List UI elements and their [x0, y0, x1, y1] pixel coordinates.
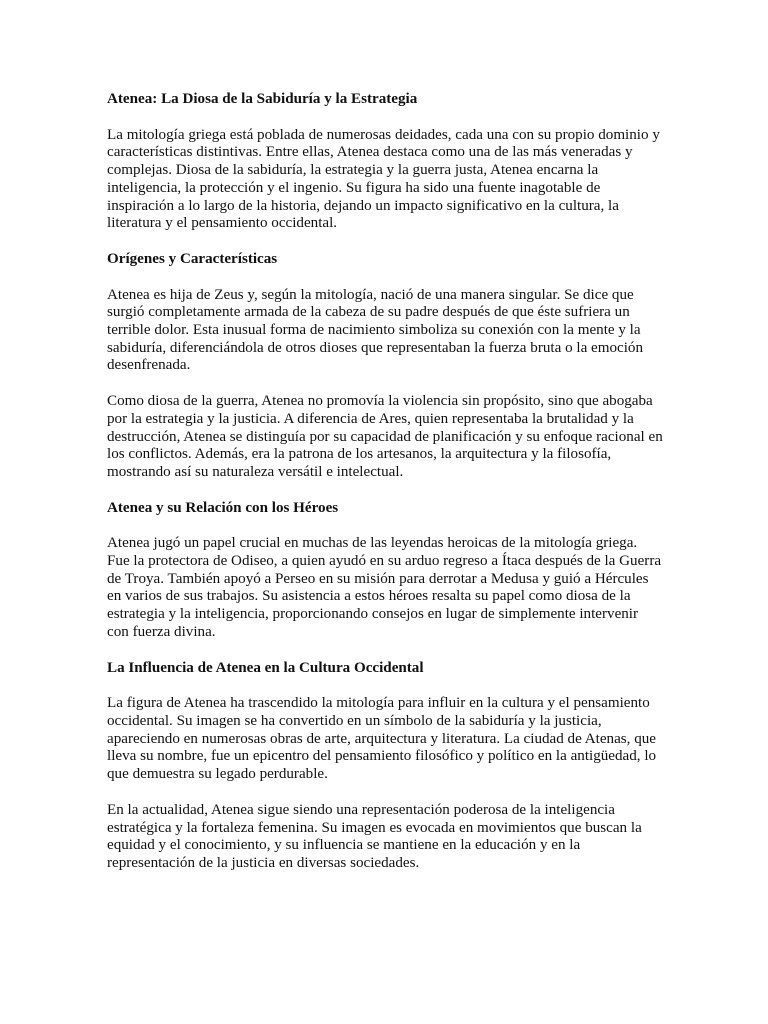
section-paragraph: Como diosa de la guerra, Atenea no promovía la violencia sin propósito, sino que abogaba por la estrategia y la justicia. A diferencia de Ares, quien representaba la brutalidad y la destrucción, Atenea se distinguía por su capacidad de planificación y su enfoque racional en los conflictos. Además, era la patrona de los artesanos, la arquitectura y la filosofía, mostrando así su naturaleza versátil e intelectual.: [107, 393, 663, 480]
section-paragraph: En la actualidad, Atenea sigue siendo una representación poderosa de la inteligencia estratégica y la fortaleza femenina. Su imagen es evocada en movimientos que buscan la equidad y el conocimiento, y su influencia se mantiene en la educación y en la representación de la justicia en diversas sociedades.: [107, 801, 642, 871]
intro-paragraph: La mitología griega está poblada de numerosas deidades, cada una con su propio dominio y características distintivas. Entre ellas, Atenea destaca como una de las más veneradas y complejas. Diosa de la sabiduría, la estrategia y la guerra justa, Atenea encarna la inteligencia, la protección y el ingenio. Su figura ha sido una fuente inagotable de inspiración a lo largo de la historia, dejando un impacto significativo en la cultura, la literatura y el pensamiento occidental.: [107, 126, 660, 232]
section-heading-heroes: Atenea y su Relación con los Héroes: [107, 499, 339, 516]
section-paragraph: Atenea es hija de Zeus y, según la mitología, nació de una manera singular. Se dice que surgió completamente armada de la cabeza de su padre después de que éste sufriera un terrible dolor. Esta inusual forma de nacimiento simboliza su conexión con la mente y la sabiduría, diferenciándola de otros dioses que representaban la fuerza bruta o la emoción desenfrenada.: [107, 286, 644, 374]
section-heading-origenes: Orígenes y Características: [107, 250, 278, 267]
section-paragraph: Atenea jugó un papel crucial en muchas de las leyendas heroicas de la mitología griega. Fue la protectora de Odiseo, a quien ayudó en su arduo regreso a Ítaca después de la Guerra de Troya. También apoyó a Perseo en su misión para derrotar a Medusa y guió a Hércules en varios de sus trabajos. Su asistencia a estos héroes resalta su papel como diosa de la estrategia y la inteligencia, proporcionando consejos en lugar de simplemente intervenir con fuerza divina.: [107, 535, 662, 640]
document-body: [107, 91, 663, 891]
document-title: Atenea: La Diosa de la Sabiduría y la Estrategia: [107, 91, 418, 107]
section-paragraph: La figura de Atenea ha trascendido la mitología para influir en la cultura y el pensamiento occidental. Su imagen se ha convertido en un símbolo de la sabiduría y la justicia, apareciendo en numerosas obras de arte, arquitectura y literatura. La ciudad de Atenas, que lleva su nombre, fue un epicentro del pensamiento filosófico y político en la antigüedad, lo que demuestra su legado perdurable.: [107, 695, 657, 783]
section-heading-influencia: La Influencia de Atenea en la Cultura Occidental: [107, 659, 424, 676]
